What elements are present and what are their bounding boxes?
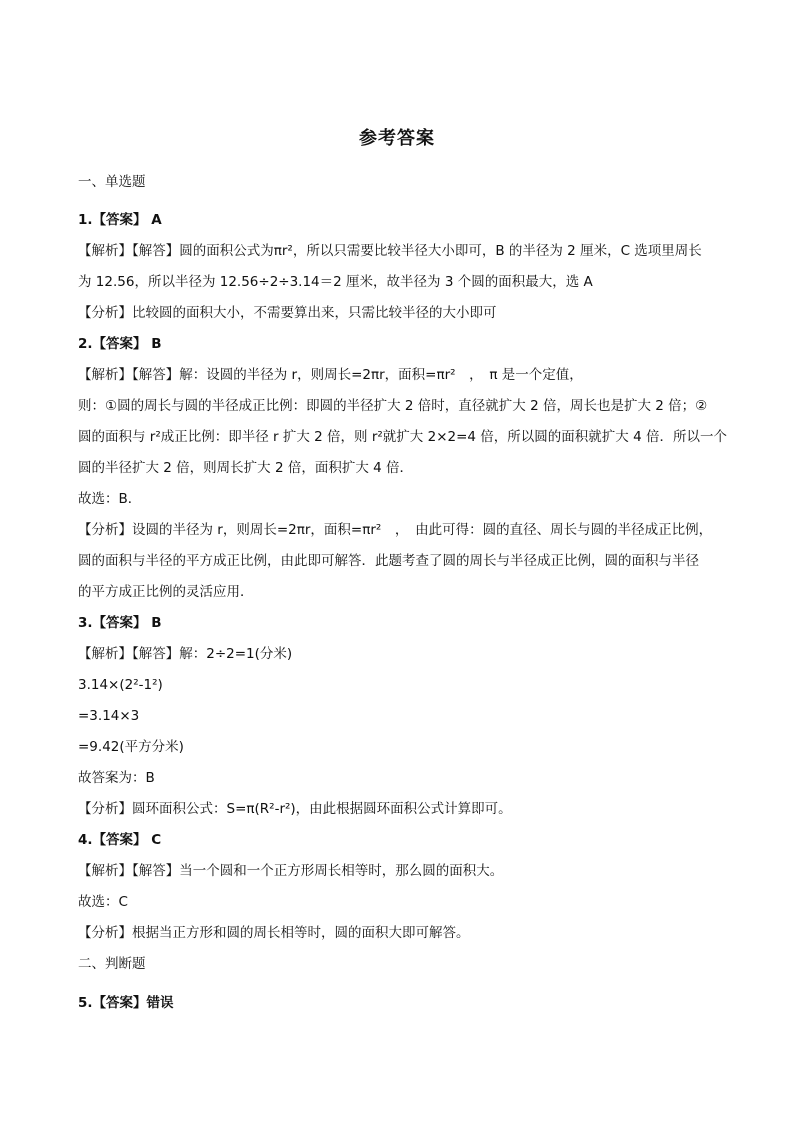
q2-choice: 故选：B． (78, 491, 142, 507)
q4-choice: 故选：C (78, 894, 128, 910)
q2-explanation-line-2: 则：①圆的周长与圆的半径成正比例：即圆的半径扩大 2 倍时，直径就扩大 2 倍，周长也是扩大 2 倍；② (78, 398, 708, 414)
q3-analysis: 【分析】圆环面积公式：S=π(R²-r²)，由此根据圆环面积公式计算即可。 (78, 801, 512, 817)
q3-calc-line-2: =3.14×3 (78, 708, 140, 724)
q2-explanation-line-1: 【解析】【解答】解：设圆的半径为 r，则周长=2πr，面积=πr² ， π 是一个定值， (78, 367, 583, 383)
section-heading-true-false: 二、判断题 (78, 956, 146, 972)
q2-analysis-line-1: 【分析】设圆的半径为 r，则周长=2πr，面积=πr² ， 由此可得：圆的直径、周长与圆的半径成正比例， (78, 522, 713, 538)
q3-choice: 故答案为：B (78, 770, 155, 786)
q1-explanation-line-1: 【解析】【解答】圆的面积公式为πr²，所以只需要比较半径大小即可，B 的半径为 2 厘米，C 选项里周长 (78, 243, 702, 259)
q2-analysis-line-3: 的平方成正比例的灵活应用． (78, 584, 254, 600)
q2-answer: 2.【答案】 B (78, 336, 162, 352)
q2-analysis-line-2: 圆的面积与半径的平方成正比例，由此即可解答．此题考查了圆的周长与半径成正比例，圆的面积与半径 (78, 553, 699, 569)
q3-calc-line-1: 3.14×(2²-1²) (78, 677, 163, 693)
q4-explanation: 【解析】【解答】当一个圆和一个正方形周长相等时，那么圆的面积大。 (78, 863, 504, 879)
section-heading-single-choice: 一、单选题 (78, 174, 146, 190)
q2-explanation-line-4: 圆的半径扩大 2 倍，则周长扩大 2 倍，面积扩大 4 倍． (78, 460, 414, 476)
q5-answer: 5.【答案】错误 (78, 995, 174, 1011)
q3-calc-line-3: =9.42(平方分米) (78, 739, 184, 755)
q3-answer: 3.【答案】 B (78, 615, 162, 631)
q1-explanation-line-2: 为 12.56，所以半径为 12.56÷2÷3.14＝2 厘米，故半径为 3 个圆的面积最大，选 A (78, 274, 593, 290)
q1-answer: 1.【答案】 A (78, 212, 162, 228)
q1-analysis: 【分析】比较圆的面积大小，不需要算出来，只需比较半径的大小即可 (78, 305, 497, 321)
q4-answer: 4.【答案】 C (78, 832, 162, 848)
q2-explanation-line-3: 圆的面积与 r²成正比例：即半径 r 扩大 2 倍，则 r²就扩大 2×2=4 倍，所以圆的面积就扩大 4 倍．所以一个 (78, 429, 727, 445)
page-title: 参考答案 (359, 128, 435, 149)
q3-explanation-line-1: 【解析】【解答】解：2÷2=1(分米) (78, 646, 293, 662)
q4-analysis: 【分析】根据当正方形和圆的周长相等时，圆的面积大即可解答。 (78, 925, 470, 941)
